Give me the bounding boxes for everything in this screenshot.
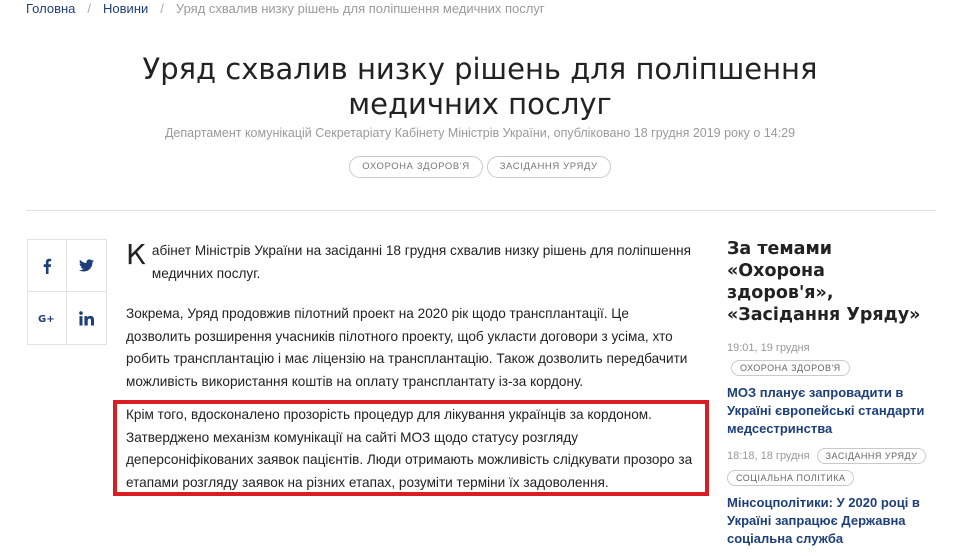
breadcrumb-separator: / — [160, 1, 164, 16]
article-meta: Департамент комунікацій Секретаріату Кабінету Міністрів України, опубліковано 18 грудня 2019 року о 14:29 — [164, 126, 796, 140]
related-news-link[interactable]: МОЗ планує запровадити в Україні європейські стандарти медсестринства — [727, 385, 925, 436]
breadcrumb-home-link[interactable]: Головна — [26, 1, 76, 16]
related-news-tag[interactable]: ЗАСІДАННЯ УРЯДУ — [817, 448, 927, 464]
article-body — [126, 240, 696, 393]
lead-text: абінет Міністрів України на засіданні 18 грудня схвалив низку рішень для поліпшення — [151, 243, 691, 258]
breadcrumb-separator: / — [87, 1, 92, 16]
breadcrumb-news-link[interactable]: Новини — [103, 1, 149, 16]
related-news-tag[interactable]: СОЦІАЛЬНА ПОЛІТИКА — [727, 470, 854, 486]
related-news-link[interactable]: Мінсоцполітики: У 2020 році в Україні запрацює Державна соціальна служба — [727, 495, 920, 546]
sidebar-title: За темами «Охорона здоров'я», «Засідання Уряду» — [727, 239, 921, 325]
lead-text-line-2: медичних послуг. — [151, 265, 261, 281]
article-tags — [0, 156, 960, 178]
share-twitter-button[interactable] — [67, 240, 106, 292]
dropcap-letter: К — [126, 238, 146, 271]
linkedin-icon — [79, 311, 94, 326]
google-plus-icon — [38, 312, 56, 324]
related-news-time: 18:18, 18 грудня — [727, 450, 810, 462]
page-title-line-1: Уряд схвалив низку рішень для поліпшення — [142, 52, 818, 86]
twitter-icon — [79, 259, 94, 272]
related-news-item — [727, 446, 932, 548]
article-lead-paragraph — [126, 240, 696, 285]
related-news-sidebar — [727, 238, 932, 556]
tag-health[interactable]: ОХОРОНА ЗДОРОВ'Я — [349, 156, 482, 178]
share-buttons — [27, 239, 107, 345]
related-news-item — [727, 338, 932, 438]
related-news-meta — [727, 338, 932, 378]
article-paragraph-transplantation: Зокрема, Уряд продовжив пілотний проект на 2020 рік щодо трансплантації. Це дозволить розширення учасників пілотного проекту, щоб укласти договори з усіма, хто робить трансплантацію і має ліцензію на трансплантацію. Також дозволить передбачити можливість використання коштів на оплату трансплантату із-за кордону. — [126, 306, 688, 389]
facebook-icon — [42, 258, 52, 274]
related-news-time: 19:01, 19 грудня — [727, 342, 810, 354]
breadcrumb — [26, 1, 545, 21]
related-news-meta — [727, 446, 932, 488]
share-linkedin-button[interactable] — [67, 292, 106, 344]
divider — [26, 210, 936, 211]
tag-government-meeting[interactable]: ЗАСІДАННЯ УРЯДУ — [487, 156, 611, 178]
page-title-line-2: медичних послуг — [348, 87, 612, 121]
page-title — [100, 52, 860, 122]
breadcrumb-current: Уряд схвалив низку рішень для поліпшення медичних послуг — [175, 1, 545, 16]
svg-text:G+: G+ — [38, 314, 55, 324]
related-news-tag[interactable]: ОХОРОНА ЗДОРОВ'Я — [731, 360, 850, 376]
share-facebook-button[interactable] — [28, 240, 67, 292]
article-paragraph-treatment-abroad: Крім того, вдосконалено прозорість процедур для лікування українців за кордоном. Затверджено механізм комунікації на сайті МОЗ щодо статусу розгляду деперсоніфікованих заявок пацієнтів. Люди отримають можливість слідкувати прозоро за етапами розгляду заявок на різних етапах, розуміти терміни їх задоволення. — [126, 407, 693, 490]
share-google-plus-button[interactable] — [28, 292, 67, 344]
